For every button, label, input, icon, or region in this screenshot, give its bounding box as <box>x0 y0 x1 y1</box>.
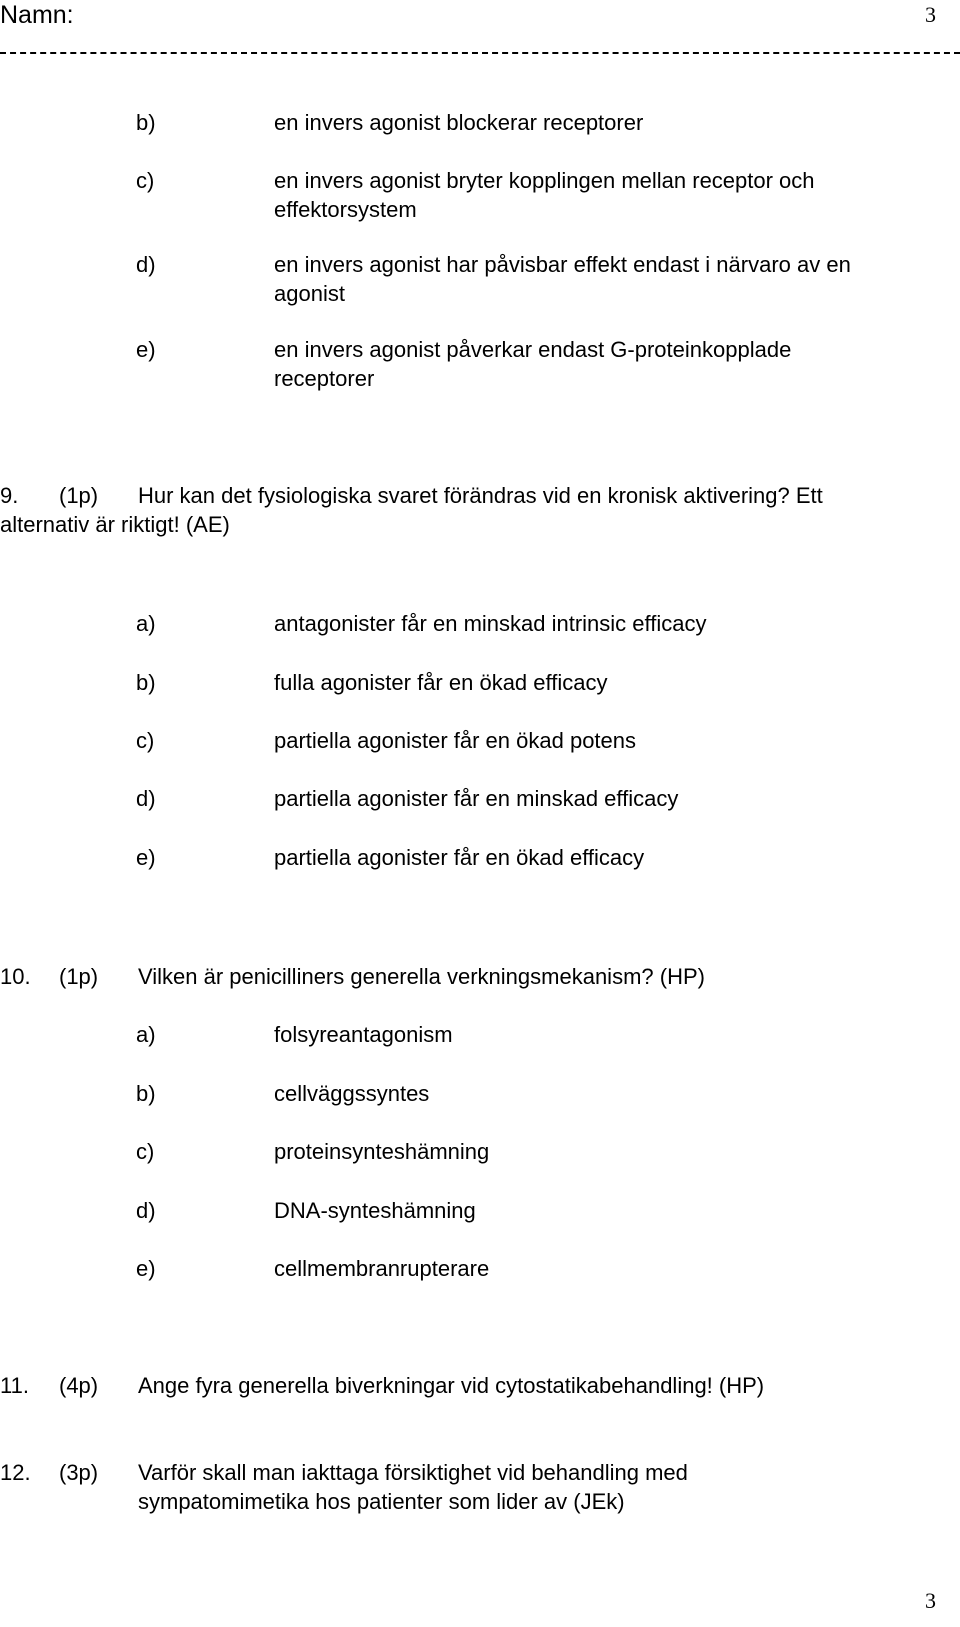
page-number-bottom: 3 <box>925 1588 936 1613</box>
option-text: en invers agonist påverkar endast G-proteinkopplade <box>274 337 792 362</box>
question-number: 9. <box>0 483 19 508</box>
question-text: Varför skall man iakttaga försiktighet vid behandling med <box>138 1460 688 1485</box>
question-points: (4p) <box>59 1373 99 1398</box>
question-text: Ange fyra generella biverkningar vid cytostatikabehandling! (HP) <box>138 1373 765 1398</box>
option-text: partiella agonister får en ökad potens <box>274 728 637 753</box>
option-letter: c) <box>136 728 155 753</box>
option-letter: c) <box>136 168 155 193</box>
page-number-top: 3 <box>925 2 936 27</box>
option-letter: b) <box>136 1081 156 1106</box>
option-text: cellmembranrupterare <box>274 1256 490 1281</box>
question-text: Vilken är penicilliners generella verkningsmekanism? (HP) <box>138 964 705 989</box>
option-letter: a) <box>136 611 156 636</box>
option-text: cellväggssyntes <box>274 1081 430 1106</box>
option-letter: e) <box>136 1256 156 1281</box>
option-letter: b) <box>136 110 156 135</box>
option-text: proteinsynteshämning <box>274 1139 490 1164</box>
option-letter: d) <box>136 252 156 277</box>
option-text: en invers agonist blockerar receptorer <box>274 110 644 135</box>
option-text: agonist <box>274 281 345 306</box>
question-points: (3p) <box>59 1460 99 1485</box>
option-text: receptorer <box>274 366 375 391</box>
option-letter: c) <box>136 1139 155 1164</box>
header-name-label: Namn: <box>0 1 74 29</box>
option-text: partiella agonister får en ökad efficacy <box>274 845 645 870</box>
option-text: fulla agonister får en ökad efficacy <box>274 670 608 695</box>
option-letter: d) <box>136 1198 156 1223</box>
question-points: (1p) <box>59 964 99 989</box>
option-text: en invers agonist bryter kopplingen mellan receptor och <box>274 168 815 193</box>
question-number: 10. <box>0 964 31 989</box>
header-separator <box>0 52 960 54</box>
option-text: effektorsystem <box>274 197 417 222</box>
option-text: antagonister får en minskad intrinsic efficacy <box>274 611 707 636</box>
question-number: 12. <box>0 1460 31 1485</box>
option-letter: e) <box>136 845 156 870</box>
option-text: folsyreantagonism <box>274 1022 453 1047</box>
question-text: Hur kan det fysiologiska svaret förändras vid en kronisk aktivering? Ett <box>138 483 823 508</box>
option-text: DNA-synteshämning <box>274 1198 476 1223</box>
option-text: en invers agonist har påvisbar effekt endast i närvaro av en <box>274 252 851 277</box>
question-text: sympatomimetika hos patienter som lider av (JEk) <box>138 1489 625 1514</box>
option-letter: d) <box>136 786 156 811</box>
option-text: partiella agonister får en minskad efficacy <box>274 786 679 811</box>
question-number: 11. <box>0 1373 29 1398</box>
question-points: (1p) <box>59 483 99 508</box>
option-letter: a) <box>136 1022 156 1047</box>
option-letter: b) <box>136 670 156 695</box>
question-text: alternativ är riktigt! (AE) <box>0 512 230 537</box>
option-letter: e) <box>136 337 156 362</box>
